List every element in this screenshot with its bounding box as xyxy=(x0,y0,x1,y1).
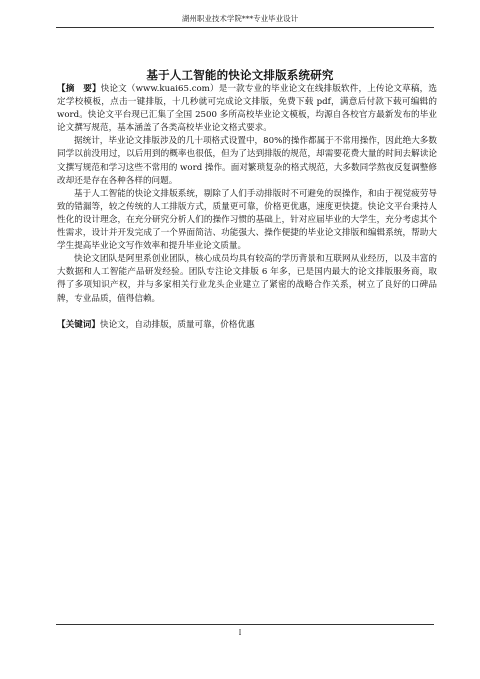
header-rule xyxy=(56,27,434,28)
running-header: 湖州职业技术学院***专业毕业设计 xyxy=(181,14,299,23)
abstract-label: 【摘 要】 xyxy=(57,84,101,94)
paper-title: 基于人工智能的快论文排版系统研究 xyxy=(146,68,334,82)
abstract-paragraph-2: 据统计，毕业论文排版涉及的几十项格式设置中，80%的操作都属于不常用操作，因此绝大多数同学以前没用过，以后用到的概率也很低，但为了达到排版的规范，却需要花费大量的时间去解读论文撰写规范和学习这些不常用的 word 操作。面对繁琐复杂的格式规范，大多数同学熬夜反复调整修改却还是存在各种各样的问题。 xyxy=(57,136,437,186)
abstract-paragraph-4: 快论文团队是阿里系创业团队，核心成员均具有较高的学历背景和互联网从业经历，以及丰富的大数据和人工智能产品研发经验。团队专注论文排版 6 年多，已是国内最大的论文排版服务商，取得了多项知识产权，并与多家相关行业龙头企业建立了紧密的战略合作关系，树立了良好的口碑品牌，专业品质，值得信赖。 xyxy=(57,254,437,304)
abstract-paragraph-3: 基于人工智能的快论文排版系统，剔除了人们手动排版时不可避免的误操作，和由于视觉疲劳导致的错漏等，较之传统的人工排版方式，质量更可靠，价格更优惠，速度更快捷。快论文平台秉持人性化的设计理念，在充分研究分析人们的操作习惯的基础上，针对应届毕业的大学生，充分考虑其个性需求，设计并开发完成了一个界面简洁、功能强大、操作便捷的毕业论文排版和编辑系统，帮助大学生提高毕业论文写作效率和提升毕业论文质量。 xyxy=(57,188,437,252)
abstract-paragraph-1 xyxy=(57,83,437,135)
abstract-paragraph-1-text: 快论文（www.kuai65.com）是一款专业的毕业论文在线排版软件，上传论文草稿，选定学校模板，点击一键排版，十几秒就可完成论文排版，免费下载 pdf，满意后付款下载可编辑的 word。快论文平台现已汇集了全国 2500 多所高校毕业论文模板，均源自各校官方最新发布的毕业论文撰写规范，基本涵盖了各类高校毕业论文格式要求。 xyxy=(57,84,437,134)
keywords-label: 【关键词】 xyxy=(57,319,100,330)
abstract-body xyxy=(57,83,437,332)
footer-rule xyxy=(56,624,434,625)
page-number: I xyxy=(238,629,242,637)
keywords-text: 快论文，自动排版，质量可靠，价格优惠 xyxy=(99,319,255,330)
keywords-line xyxy=(57,319,437,332)
